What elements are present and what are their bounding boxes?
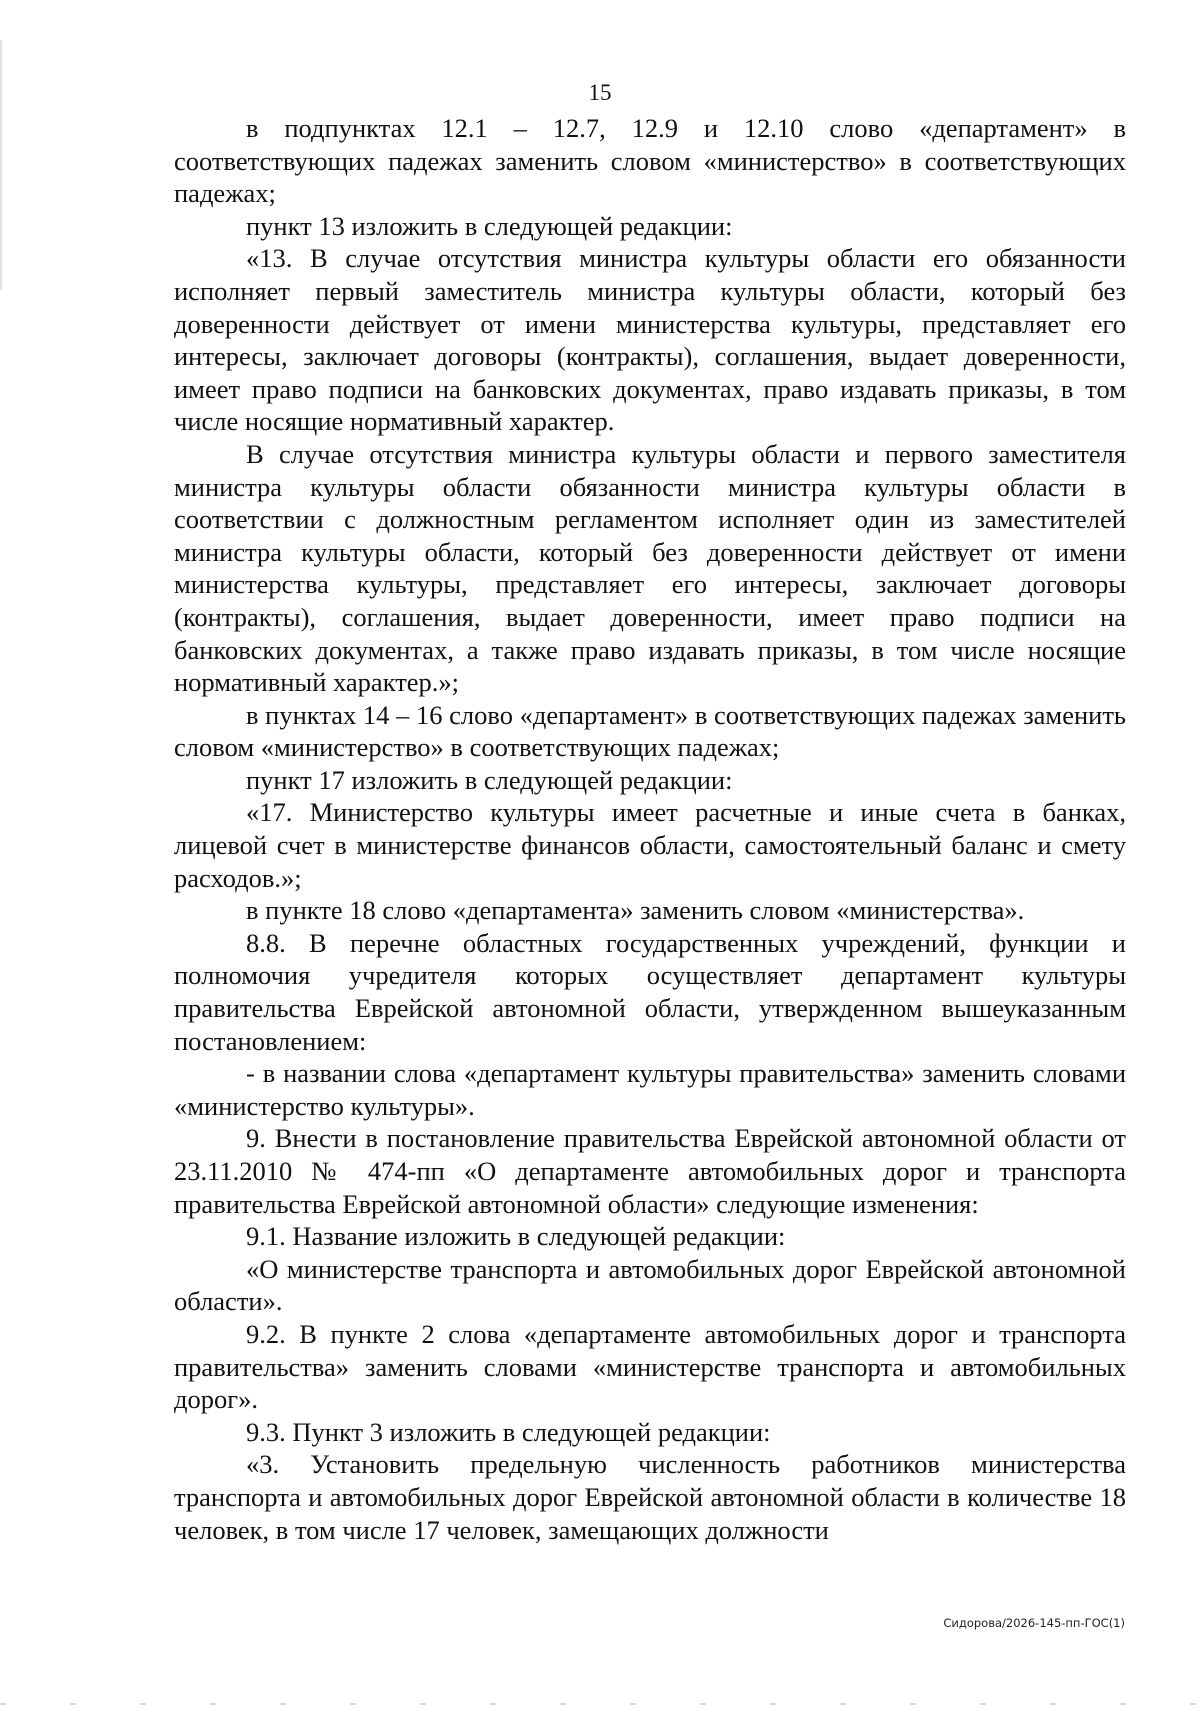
paragraph-point-13-text: «13. В случае отсутствия министра культуры области его обязанности исполняет первый заместитель министра культуры области, который без доверенности действует от имени министерства культуры, представляет его интересы, заключает договоры (контракты), соглашения, выдает доверенности, имеет право подписи на банковских документах, право издавать приказы, в том числе носящие нормативный характер. (174, 243, 1126, 437)
paragraph-8-8: 8.8. В перечне областных государственных учреждений, функции и полномочия учредителя которых осуществляет департамент культуры правительства Еврейской автономной области, утвержденном вышеуказанным постановлением: (174, 927, 1126, 1056)
page-number: 15 (588, 80, 612, 105)
paragraph-points-14-16: в пунктах 14 – 16 слово «департамент» в соответствующих падежах заменить словом «министерство» в соответствующих падежах; (174, 699, 1126, 763)
paragraph-point-17-intro: пункт 17 изложить в следующей редакции: (246, 764, 733, 795)
paragraph-point-13-absence: В случае отсутствия министра культуры области и первого заместителя министра культуры области обязанности министра культуры области в соответствии с должностным регламентом исполняет один из заместителей министра культуры области, который без доверенности действует от имени министерства культуры, представляет его интересы, заключает договоры (контракты), соглашения, выдает доверенности, имеет право подписи на банковских документах, а также право издавать приказы, в том числе носящие нормативный характер.»; (174, 438, 1126, 698)
scan-edge-left (0, 40, 2, 290)
paragraph-9-1-title: «О министерстве транспорта и автомобильных дорог Еврейской автономной области». (174, 1253, 1126, 1317)
document-body (174, 112, 1126, 1546)
paragraph-subpoints-12: в подпунктах 12.1 – 12.7, 12.9 и 12.10 слово «департамент» в соответствующих падежах заменить словом «министерство» в соответствующих падежах; (174, 113, 1126, 209)
paragraph-point-17-text: «17. Министерство культуры имеет расчетные и иные счета в банках, лицевой счет в министерстве финансов области, самостоятельный баланс и смету расходов.»; (174, 797, 1126, 893)
paragraph-9-3: 9.3. Пункт 3 изложить в следующей редакции: (246, 1416, 771, 1447)
paragraph-9-2: 9.2. В пункте 2 слова «департаменте автомобильных дорог и транспорта правительства» заменить словами «министерстве транспорта и автомобильных дорог». (174, 1318, 1126, 1415)
paragraph-8-8-title-change: - в названии слова «департамент культуры правительства» заменить словами «министерство культуры». (174, 1058, 1126, 1121)
scan-edge-bottom (0, 1703, 1200, 1705)
paragraph-9: 9. Внести в постановление правительства Еврейской автономной области от 23.11.2010 № 474-пп «О департаменте автомобильных дорог и транспорта правительства Еврейской автономной области» следующие изменения: (174, 1123, 1126, 1219)
paragraph-point-13-intro: пункт 13 изложить в следующей редакции: (246, 210, 733, 241)
paragraph-9-1: 9.1. Название изложить в следующей редакции: (246, 1221, 786, 1252)
paragraph-9-3-text: «3. Установить предельную численность работников министерства транспорта и автомобильных дорог Еврейской автономной области в количестве 18 человек, в том числе 17 человек, замещающих должности (174, 1449, 1126, 1545)
footer-reference: Сидорова/2026-145-пп-ГОС(1) (943, 1616, 1125, 1630)
paragraph-point-18: в пункте 18 слово «департамента» заменить словом «министерства». (246, 895, 1025, 926)
